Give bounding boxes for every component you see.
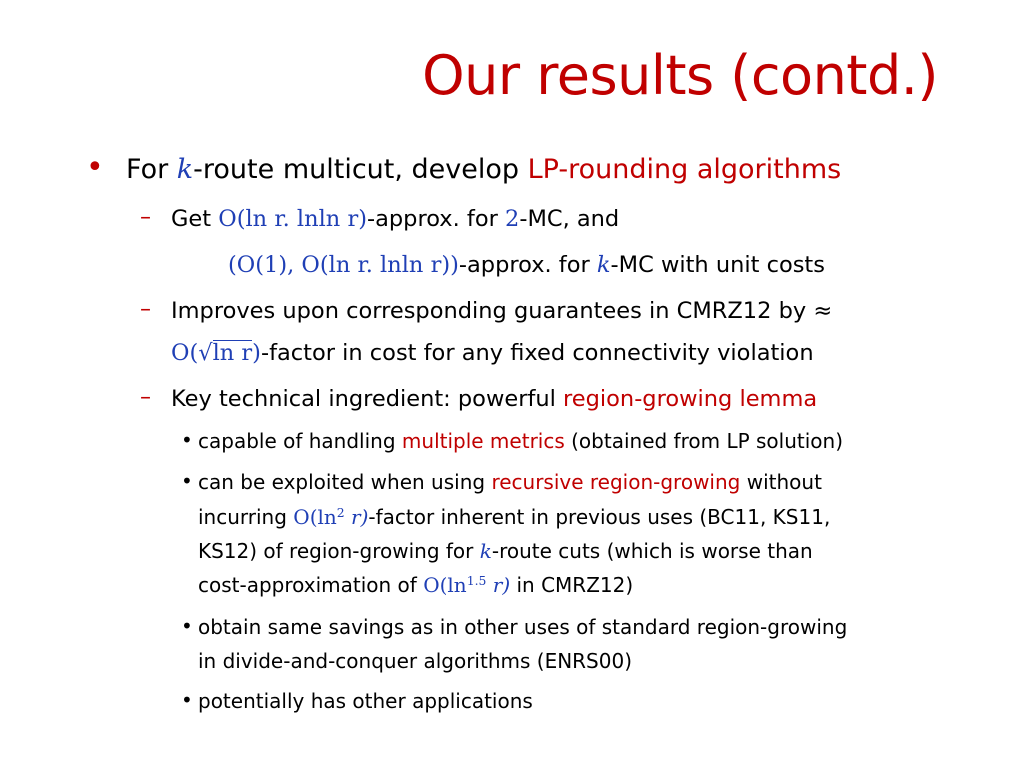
sub2-line2 <box>171 340 814 366</box>
item-a <box>198 429 843 453</box>
math-expression: (O(1), O(ln r. lnln r)) <box>228 252 459 278</box>
highlight-lp-rounding: LP-rounding algorithms <box>527 154 842 185</box>
sub3-prefix: Key technical ingredient: powerful <box>171 386 564 412</box>
dash-marker: – <box>140 385 151 410</box>
math-sqrt-post: ) <box>252 340 261 366</box>
bullet-main-prefix: For <box>126 154 177 185</box>
item-d-line1 <box>198 689 533 713</box>
math-expression <box>293 505 368 529</box>
sub1-suffix: -MC, and <box>519 206 620 232</box>
sub2-line1 <box>171 298 832 324</box>
dash-marker: – <box>140 297 151 322</box>
math-end: r) <box>344 505 369 529</box>
sub1-line2 <box>228 252 825 278</box>
dash-marker: – <box>140 205 151 230</box>
sub1-prefix: Get <box>171 206 219 232</box>
slide-title: Our results (contd.) <box>422 44 938 107</box>
math-number: 2 <box>505 206 520 232</box>
item-b-line3-prefix: KS12) of region-growing for <box>198 539 480 563</box>
dot-marker: • <box>181 688 193 712</box>
dot-marker: • <box>181 469 193 493</box>
item-b-line2 <box>198 505 830 529</box>
math-k: k <box>479 539 492 563</box>
item-b-line2-prefix: incurring <box>198 505 294 529</box>
bullet-marker: • <box>86 150 104 185</box>
item-c-line2 <box>198 649 632 673</box>
math-expression <box>423 573 510 597</box>
sub1-line2-suffix: -MC with unit costs <box>610 252 825 278</box>
item-b-line4 <box>198 573 633 597</box>
math-sqrt-pre: O(√ <box>171 340 213 366</box>
item-b-line4-suffix: in CMRZ12) <box>510 573 634 597</box>
sub3-line <box>171 386 817 412</box>
highlight-multiple-metrics: multiple metrics <box>401 429 565 453</box>
item-a-suffix: (obtained from LP solution) <box>564 429 844 453</box>
sub1-line1 <box>171 206 619 232</box>
sub1-mid: -approx. for <box>366 206 505 232</box>
item-b-line3 <box>198 539 813 563</box>
math-expression: O(ln r. lnln r) <box>218 206 367 232</box>
item-c-line1 <box>198 615 847 639</box>
item-c-text: in divide-and-conquer algorithms (ENRS00) <box>198 649 633 673</box>
item-b-line4-prefix: cost-approximation of <box>198 573 424 597</box>
dot-marker: • <box>181 428 193 452</box>
math-expression <box>171 340 261 366</box>
math-base: O(ln <box>423 573 467 597</box>
math-sqrt-radicand: ln r <box>212 340 253 366</box>
math-k: k <box>596 252 611 278</box>
highlight-recursive-region-growing: recursive region-growing <box>491 470 741 494</box>
item-d-text: potentially has other applications <box>198 689 533 713</box>
math-k: k <box>176 154 194 185</box>
item-b-suffix: without <box>740 470 822 494</box>
math-superscript: 2 <box>336 505 345 521</box>
math-end: r) <box>486 573 511 597</box>
bullet-main-mid: -route multicut, develop <box>193 154 528 185</box>
item-c-text: obtain same savings as in other uses of standard region-growing <box>198 615 848 639</box>
math-superscript: 1.5 <box>466 573 487 589</box>
dot-marker: • <box>181 614 193 638</box>
bullet-main <box>126 154 841 185</box>
math-base: O(ln <box>293 505 337 529</box>
item-b-line2-suffix: -factor inherent in previous uses (BC11, KS11, <box>368 505 831 529</box>
sub1-line2-mid: -approx. for <box>458 252 597 278</box>
item-b-line3-suffix: -route cuts (which is worse than <box>491 539 813 563</box>
item-a-prefix: capable of handling <box>198 429 402 453</box>
item-b-line1 <box>198 470 822 494</box>
highlight-region-growing-lemma: region-growing lemma <box>563 386 818 412</box>
sub2-text: Improves upon corresponding guarantees in CMRZ12 by ≈ <box>171 298 833 324</box>
item-b-prefix: can be exploited when using <box>198 470 492 494</box>
sub2-suffix: -factor in cost for any fixed connectivity violation <box>260 340 814 366</box>
